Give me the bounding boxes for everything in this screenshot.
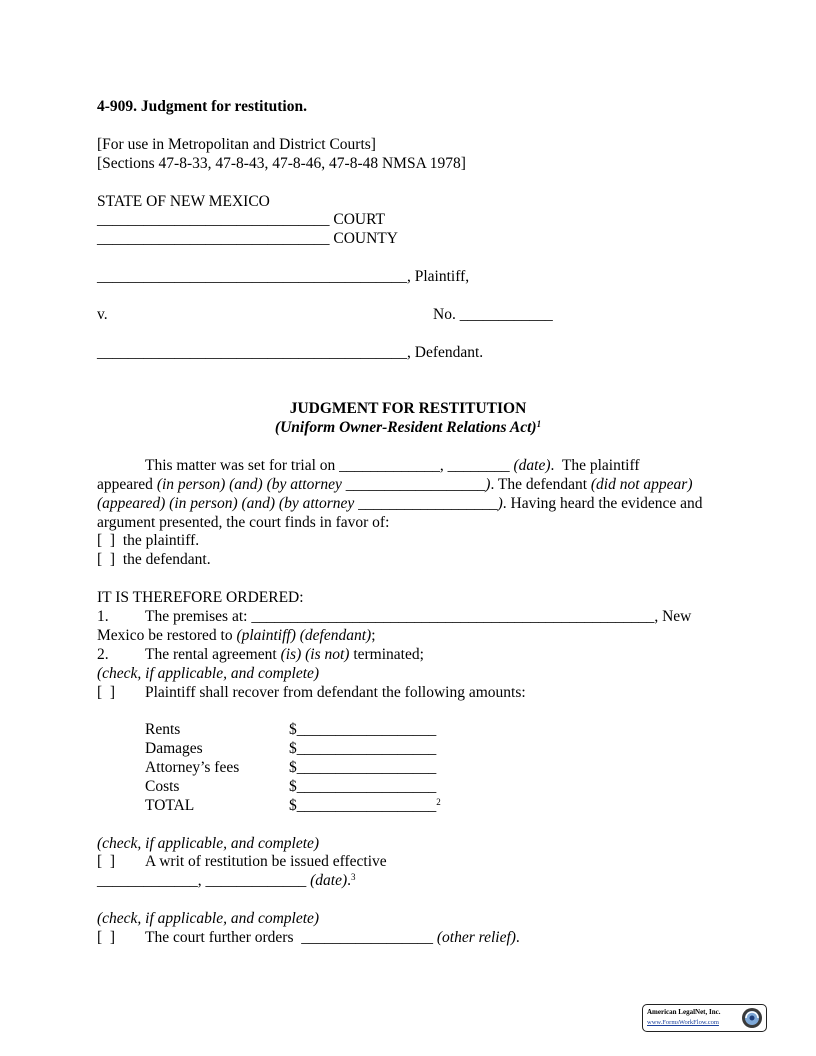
amount-label: Attorney’s fees [145,759,240,776]
writ-checkbox[interactable]: [ ] [97,853,116,870]
amount-label: TOTAL [145,797,195,814]
check-note-3: (check, if applicable, and complete) [97,910,320,927]
ordered-heading: IT IS THEREFORE ORDERED: [97,589,304,606]
finding-plaintiff-checkbox[interactable]: [ ] the plaintiff. [97,532,200,549]
document-title: JUDGMENT FOR RESTITUTION [289,400,527,417]
restored-line[interactable]: Mexico be restored to (plaintiff) (defendant); [97,627,376,644]
intro-line-3[interactable]: (appeared) (in person) (and) (by attorney __________________). Having heard the evidence and [97,495,703,512]
state-name: STATE OF NEW MEXICO [97,193,270,210]
logo-company-name: American LegalNet, Inc. [647,1008,721,1016]
further-orders-checkbox[interactable]: [ ] [97,929,116,946]
costs-amount-field[interactable]: $__________________ [289,778,437,795]
footnote-2: 2 [436,797,441,807]
statute-sections: [Sections 47-8-33, 47-8-43, 47-8-46, 47-8-48 NMSA 1978] [97,155,466,172]
footnote-3: 3 [351,872,356,882]
defendant-line[interactable]: ________________________________________, Defendant. [97,344,484,361]
writ-text: A writ of restitution be issued effective [145,853,387,870]
item-2-number: 2. [97,646,109,663]
court-line[interactable]: ______________________________ COURT [97,211,385,228]
globe-icon [741,1007,763,1029]
writ-date-line[interactable]: _____________, _____________ (date).$^3$ [97,872,356,889]
finding-defendant-checkbox[interactable]: [ ] the defendant. [97,551,211,568]
recover-text: Plaintiff shall recover from defendant the following amounts: [145,684,526,701]
versus: v. [97,306,108,323]
check-note-2: (check, if applicable, and complete) [97,835,320,852]
premises-line[interactable]: The premises at: ____________________________________________________, New [145,608,692,625]
county-line[interactable]: ______________________________ COUNTY [97,230,398,247]
case-number[interactable]: No. ____________ [433,306,553,323]
amount-label: Damages [145,740,203,757]
use-note: [For use in Metropolitan and District Courts] [97,136,376,153]
american-legalnet-logo[interactable] [642,1004,767,1032]
further-orders-line[interactable]: The court further orders _________________ (other relief). [145,929,520,946]
rents-amount-field[interactable]: $__________________ [289,721,437,738]
damages-amount-field[interactable]: $__________________ [289,740,437,757]
amount-label: Costs [145,778,180,795]
document-subtitle: (Uniform Owner-Resident Relations Act)$^1$ [274,419,542,436]
intro-line-4: argument presented, the court finds in favor of: [97,514,390,531]
form-heading: 4-909. Judgment for restitution. [97,98,307,115]
amount-label: Rents [145,721,181,738]
item-1-number: 1. [97,608,109,625]
plaintiff-line[interactable]: ________________________________________, Plaintiff, [97,268,470,285]
check-note-1: (check, if applicable, and complete) [97,665,320,682]
attorney-fees-amount-field[interactable]: $__________________ [289,759,437,776]
total-amount-field[interactable]: $__________________$^2$ [289,797,441,814]
rental-agreement-line[interactable]: The rental agreement (is) (is not) terminated; [145,646,424,663]
footnote-1: 1 [536,419,542,429]
intro-line-2[interactable]: appeared (in person) (and) (by attorney __________________). The defendant (did not appear) [97,476,693,493]
logo-url-link[interactable]: www.FormsWorkFlow.com [647,1019,719,1026]
intro-line-1[interactable]: This matter was set for trial on _____________, ________ (date). The plaintiff [145,457,640,474]
recover-checkbox[interactable]: [ ] [97,684,116,701]
